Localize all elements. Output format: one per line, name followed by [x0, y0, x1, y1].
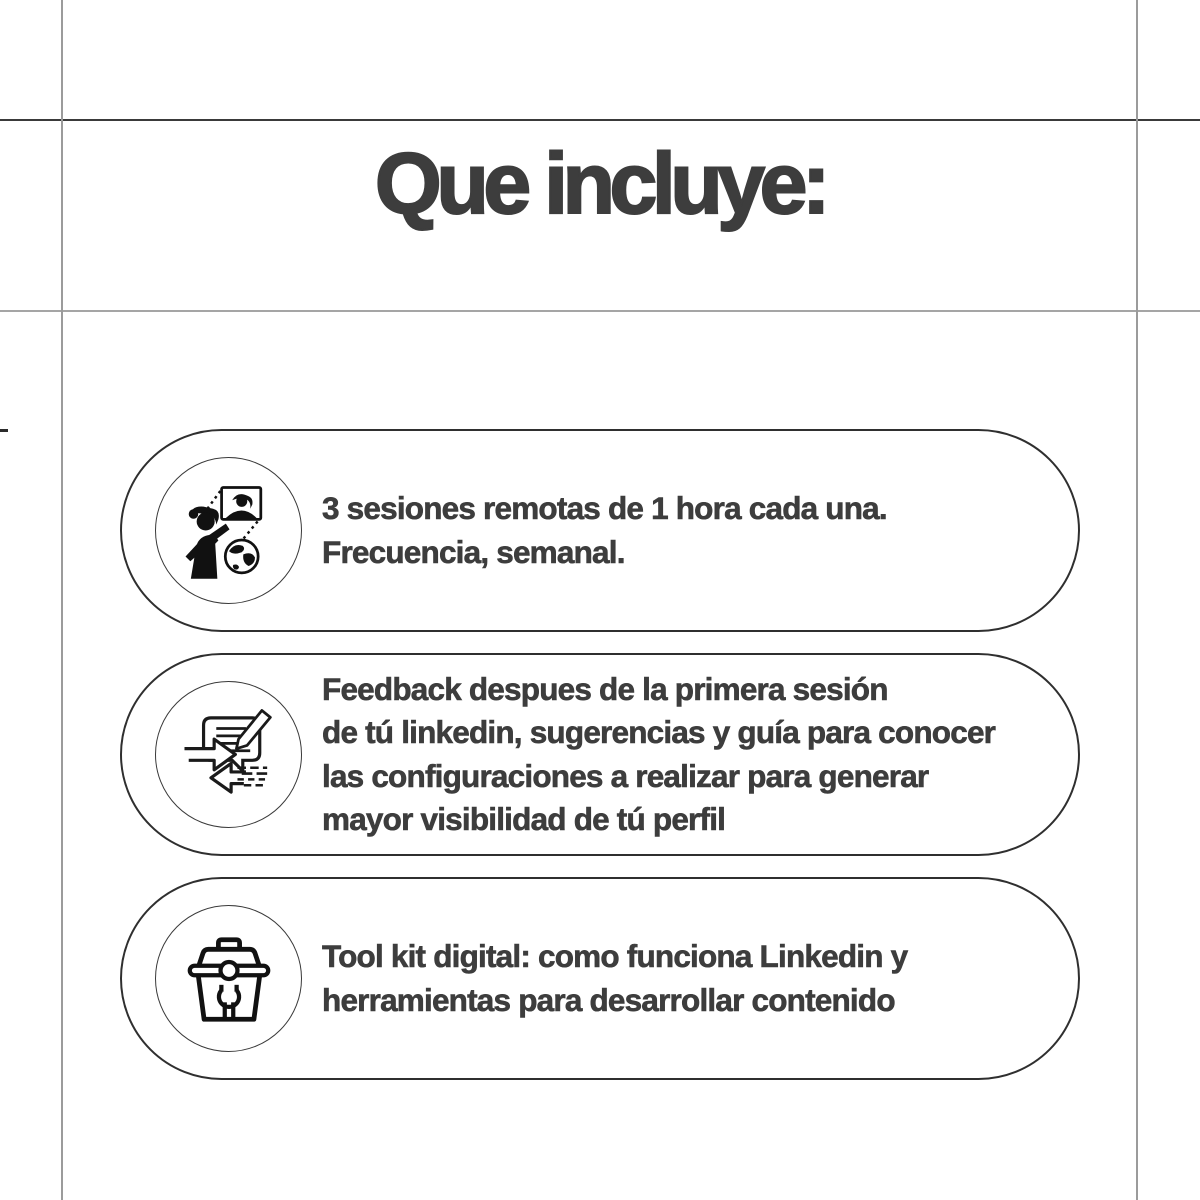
card-line: Tool kit digital: como funciona Linkedin y: [322, 938, 908, 974]
card-line: las configuraciones a realizar para generar: [322, 757, 929, 794]
feature-card-toolkit: [120, 877, 1080, 1080]
second-horizontal-guide-line: [0, 310, 1200, 312]
page-title: Que incluye:: [374, 136, 826, 232]
left-edge-mark: [0, 429, 8, 432]
toolkit-icon: [155, 905, 302, 1052]
feature-card-sessions: [120, 429, 1080, 632]
feature-card-feedback: [120, 653, 1080, 856]
feature-card-toolkit-text: [322, 935, 907, 1022]
card-line: de tú linkedin, sugerencias y guía para conocer: [322, 714, 996, 750]
card-line: Feedback despues de la primera sesión: [322, 670, 888, 707]
feature-card-sessions-text: [322, 487, 887, 574]
card-line: mayor visibilidad de tú perfil: [322, 801, 726, 837]
card-line: herramientas para desarrollar contenido: [322, 981, 895, 1018]
card-line: 3 sesiones remotas de 1 hora cada una.: [322, 490, 887, 526]
remote-session-icon: [155, 457, 302, 604]
card-line: Frecuencia, semanal.: [322, 533, 625, 570]
feedback-icon: [155, 681, 302, 828]
feature-card-feedback-text: [322, 668, 995, 842]
top-horizontal-guide-line: [0, 119, 1200, 121]
